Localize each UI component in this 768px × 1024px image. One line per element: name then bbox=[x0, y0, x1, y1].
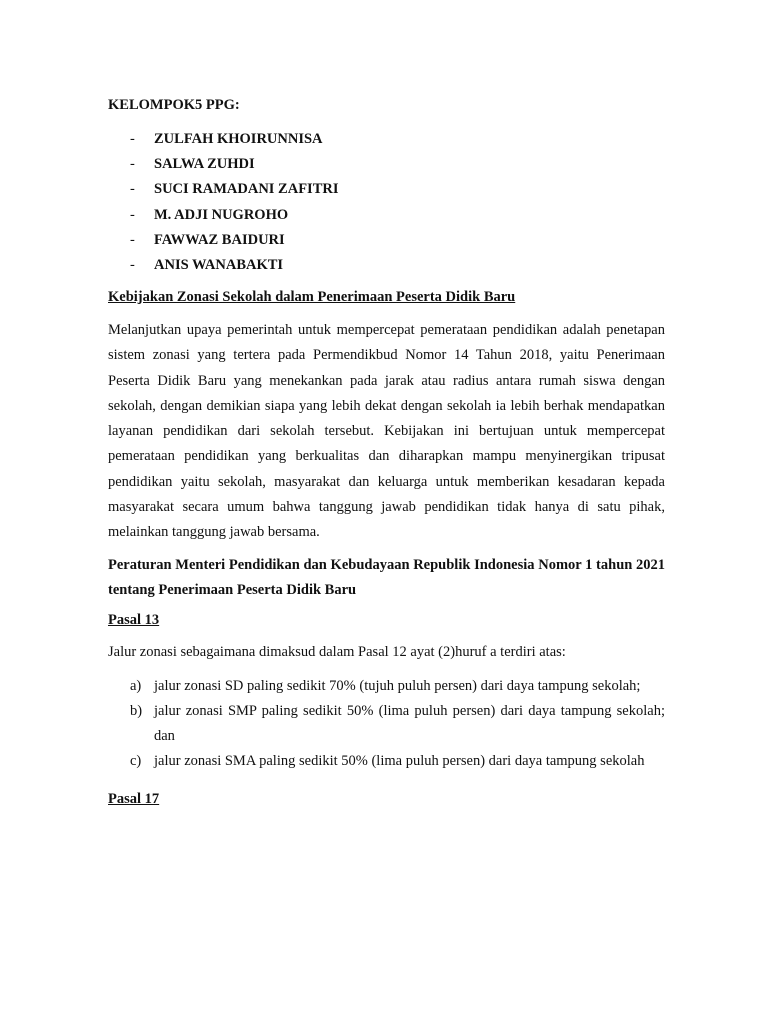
list-dash: - bbox=[130, 131, 135, 147]
member-name: M. ADJI NUGROHO bbox=[154, 206, 289, 223]
member-name: SALWA ZUHDI bbox=[154, 156, 255, 173]
pasal-13-intro: Jalur zonasi sebagaimana dimaksud dalam Pasal 12 ayat (2)huruf a terdiri atas: bbox=[108, 643, 566, 660]
clause-text: jalur zonasi SMP paling sedikit 50% (lima puluh persen) dari daya tampung sekolah; dan bbox=[154, 702, 665, 744]
member-item bbox=[108, 155, 665, 173]
clause-text: jalur zonasi SD paling sedikit 70% (tujuh puluh persen) dari daya tampung sekolah; bbox=[154, 677, 641, 694]
member-list bbox=[108, 130, 665, 274]
member-name: ANIS WANABAKTI bbox=[154, 256, 284, 273]
member-item bbox=[108, 130, 665, 148]
clause-list bbox=[108, 674, 665, 774]
member-name: SUCI RAMADANI ZAFITRI bbox=[154, 181, 339, 198]
list-dash: - bbox=[130, 206, 135, 223]
member-item bbox=[108, 180, 665, 198]
clause-marker: b) bbox=[130, 702, 143, 719]
group-title: KELOMPOK5 PPG: bbox=[108, 97, 240, 113]
clause-text: jalur zonasi SMA paling sedikit 50% (lima puluh persen) dari daya tampung sekolah bbox=[154, 752, 645, 769]
clause-item bbox=[108, 674, 665, 699]
document-page bbox=[108, 96, 665, 822]
clause-item bbox=[108, 749, 665, 774]
section-heading: Kebijakan Zonasi Sekolah dalam Penerimaan Peserta Didik Baru bbox=[108, 288, 516, 305]
member-name: ZULFAH KHOIRUNNISA bbox=[154, 131, 323, 147]
member-item bbox=[108, 231, 665, 249]
pasal-13-heading: Pasal 13 bbox=[108, 611, 160, 628]
pasal-17-heading: Pasal 17 bbox=[108, 790, 160, 807]
body-paragraph: Melanjutkan upaya pemerintah untuk mempercepat pemerataan pendidikan adalah penetapan sistem zonasi yang tertera pada Permendikbud Nomor 14 Tahun 2018, yaitu Penerimaan Peserta Didik Baru yang menekankan pada jarak atau radius antara rumah siswa dengan sekolah, dengan demikian siapa yang lebih dekat dengan sekolah ia lebih berhak mendapatkan layanan pendidikan dari sekolah tersebut. Kebijakan ini bertujuan untuk mempercepat pemerataan pendidikan yang berkualitas dan diharapkan mampu menyinergikan tripusat pendidikan yaitu sekolah, masyarakat dan keluarga untuk memberikan kesadaran kepada masyarakat secara umum bahwa tanggung jawab pendidikan tidak hanya di satu pihak, melainkan tanggung jawab bersama. bbox=[108, 321, 665, 541]
clause-marker: a) bbox=[130, 677, 142, 694]
member-item bbox=[108, 256, 665, 274]
list-dash: - bbox=[130, 231, 135, 248]
list-dash: - bbox=[130, 256, 135, 273]
regulation-title: Peraturan Menteri Pendidikan dan Kebudayaan Republik Indonesia Nomor 1 tahun 2021 tentang Penerimaan Peserta Didik Baru bbox=[108, 556, 665, 598]
member-name: FAWWAZ BAIDURI bbox=[154, 231, 285, 248]
clause-marker: c) bbox=[130, 752, 142, 769]
clause-item bbox=[108, 699, 665, 749]
list-dash: - bbox=[130, 156, 135, 173]
member-item bbox=[108, 206, 665, 224]
list-dash: - bbox=[130, 181, 135, 198]
